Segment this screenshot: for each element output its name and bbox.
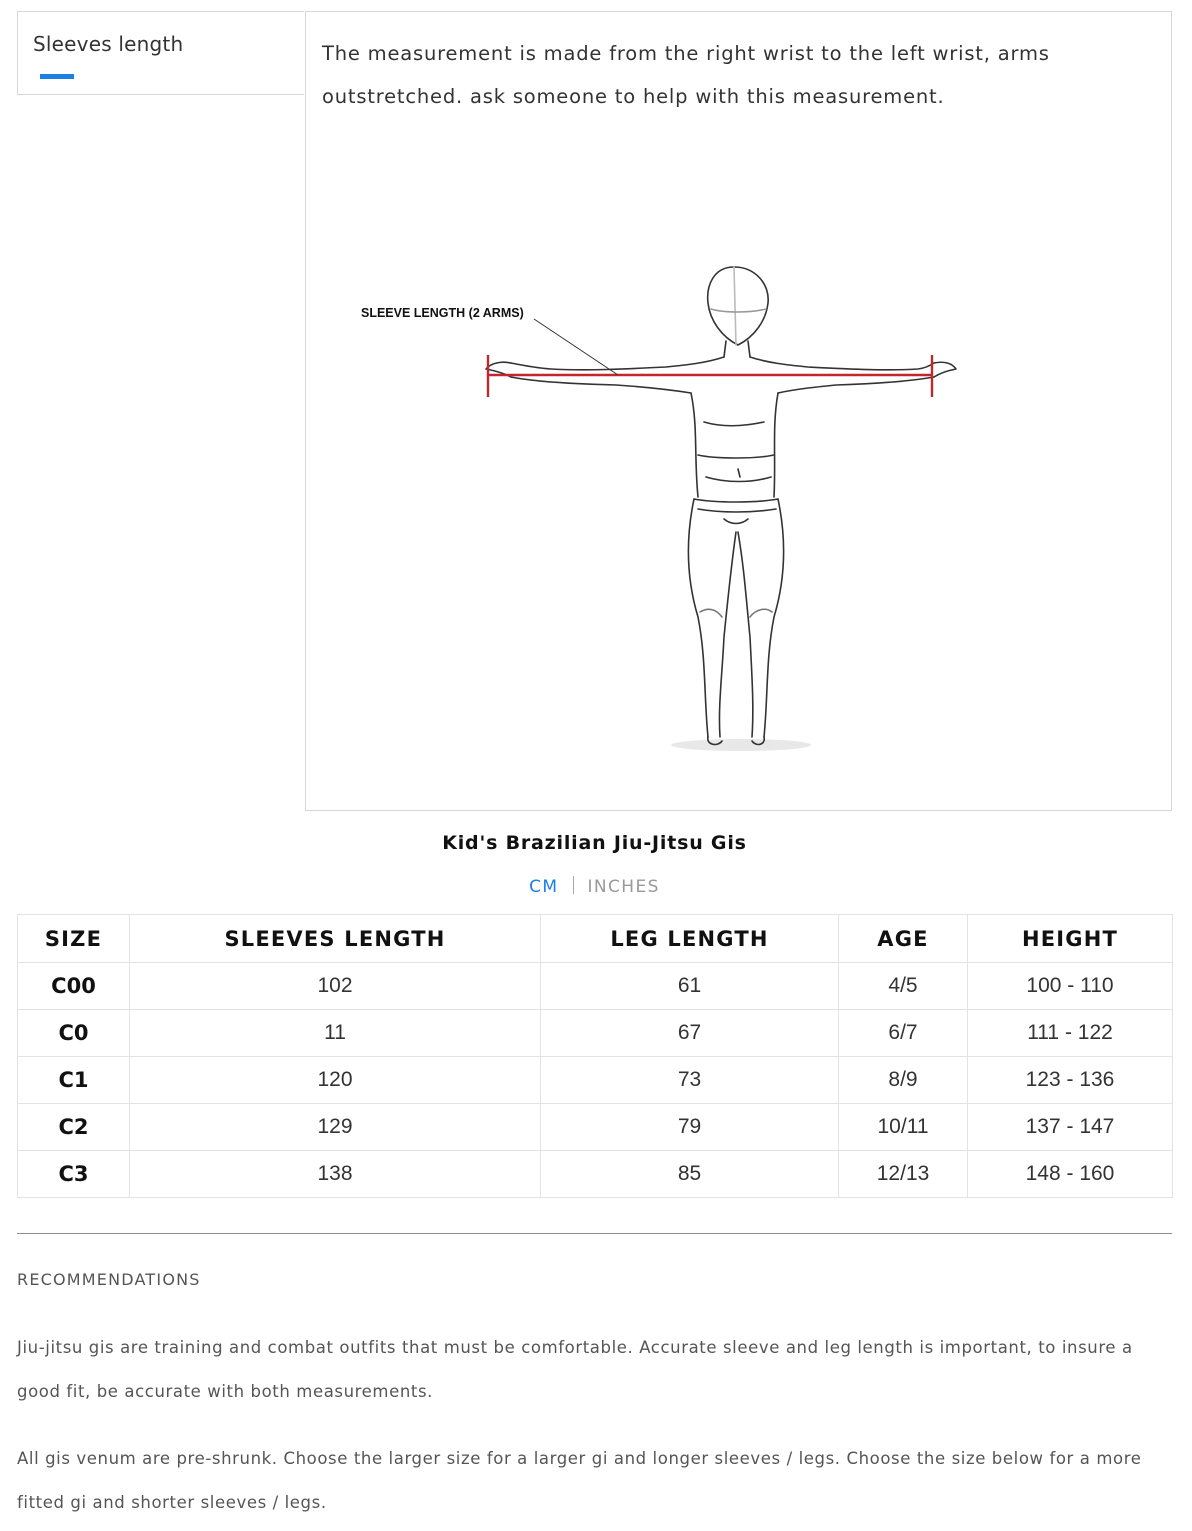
size-cell: C1 bbox=[18, 1057, 130, 1104]
table-row bbox=[18, 1057, 1173, 1104]
sleeve-length-figure bbox=[346, 237, 996, 777]
measurement-panel bbox=[305, 11, 1172, 811]
size-cell: C2 bbox=[18, 1104, 130, 1151]
unit-separator bbox=[573, 876, 574, 894]
age-cell: 12/13 bbox=[839, 1151, 968, 1198]
height-cell: 137 - 147 bbox=[968, 1104, 1173, 1151]
section-divider bbox=[17, 1233, 1172, 1234]
sleeves-length-cell: 120 bbox=[130, 1057, 541, 1104]
unit-cm-button[interactable]: CM bbox=[529, 877, 559, 897]
tab-active-indicator bbox=[40, 74, 74, 79]
unit-inches-button[interactable]: INCHES bbox=[587, 877, 660, 897]
leg-length-cell: 85 bbox=[541, 1151, 839, 1198]
height-cell: 100 - 110 bbox=[968, 963, 1173, 1010]
height-cell: 111 - 122 bbox=[968, 1010, 1173, 1057]
age-cell: 8/9 bbox=[839, 1057, 968, 1104]
table-row bbox=[18, 1104, 1173, 1151]
height-cell: 148 - 160 bbox=[968, 1151, 1173, 1198]
column-header-leg-length: LEG LENGTH bbox=[541, 915, 839, 963]
table-row bbox=[18, 963, 1173, 1010]
tab-sleeves-length[interactable] bbox=[17, 11, 304, 95]
age-cell: 10/11 bbox=[839, 1104, 968, 1151]
measurement-description: The measurement is made from the right wrist to the left wrist, arms outstretched. ask someone to help with this measurement. bbox=[322, 42, 1050, 108]
column-header-size: SIZE bbox=[18, 915, 130, 963]
recommendation-paragraph: All gis venum are pre-shrunk. Choose the larger size for a larger gi and longer sleeves / legs. Choose the size below for a more fitted gi and shorter sleeves / legs. bbox=[17, 1449, 1142, 1512]
column-header-age: AGE bbox=[839, 915, 968, 963]
size-cell: C3 bbox=[18, 1151, 130, 1198]
size-cell: C00 bbox=[18, 963, 130, 1010]
sleeve-length-figure-label: SLEEVE LENGTH (2 ARMS) bbox=[361, 306, 524, 320]
sleeves-length-cell: 11 bbox=[130, 1010, 541, 1057]
recommendations-heading: RECOMMENDATIONS bbox=[17, 1270, 201, 1289]
sleeves-length-cell: 138 bbox=[130, 1151, 541, 1198]
column-header-sleeves-length: SLEEVES LENGTH bbox=[130, 915, 541, 963]
height-cell: 123 - 136 bbox=[968, 1057, 1173, 1104]
age-cell: 6/7 bbox=[839, 1010, 968, 1057]
table-row bbox=[18, 1010, 1173, 1057]
tab-label: Sleeves length bbox=[33, 32, 184, 56]
leg-length-cell: 79 bbox=[541, 1104, 839, 1151]
size-chart-title: Kid's Brazilian Jiu-Jitsu Gis bbox=[442, 832, 747, 854]
unit-toggle bbox=[0, 876, 1189, 897]
recommendation-paragraph: Jiu-jitsu gis are training and combat outfits that must be comfortable. Accurate sleeve and leg length is important, to insure a good fit, be accurate with both measurements. bbox=[17, 1338, 1133, 1401]
table-header-row bbox=[18, 915, 1173, 963]
size-table bbox=[17, 914, 1173, 1198]
size-cell: C0 bbox=[18, 1010, 130, 1057]
age-cell: 4/5 bbox=[839, 963, 968, 1010]
sleeves-length-cell: 102 bbox=[130, 963, 541, 1010]
leg-length-cell: 61 bbox=[541, 963, 839, 1010]
table-row bbox=[18, 1151, 1173, 1198]
sleeves-length-cell: 129 bbox=[130, 1104, 541, 1151]
column-header-height: HEIGHT bbox=[968, 915, 1173, 963]
leg-length-cell: 73 bbox=[541, 1057, 839, 1104]
leg-length-cell: 67 bbox=[541, 1010, 839, 1057]
